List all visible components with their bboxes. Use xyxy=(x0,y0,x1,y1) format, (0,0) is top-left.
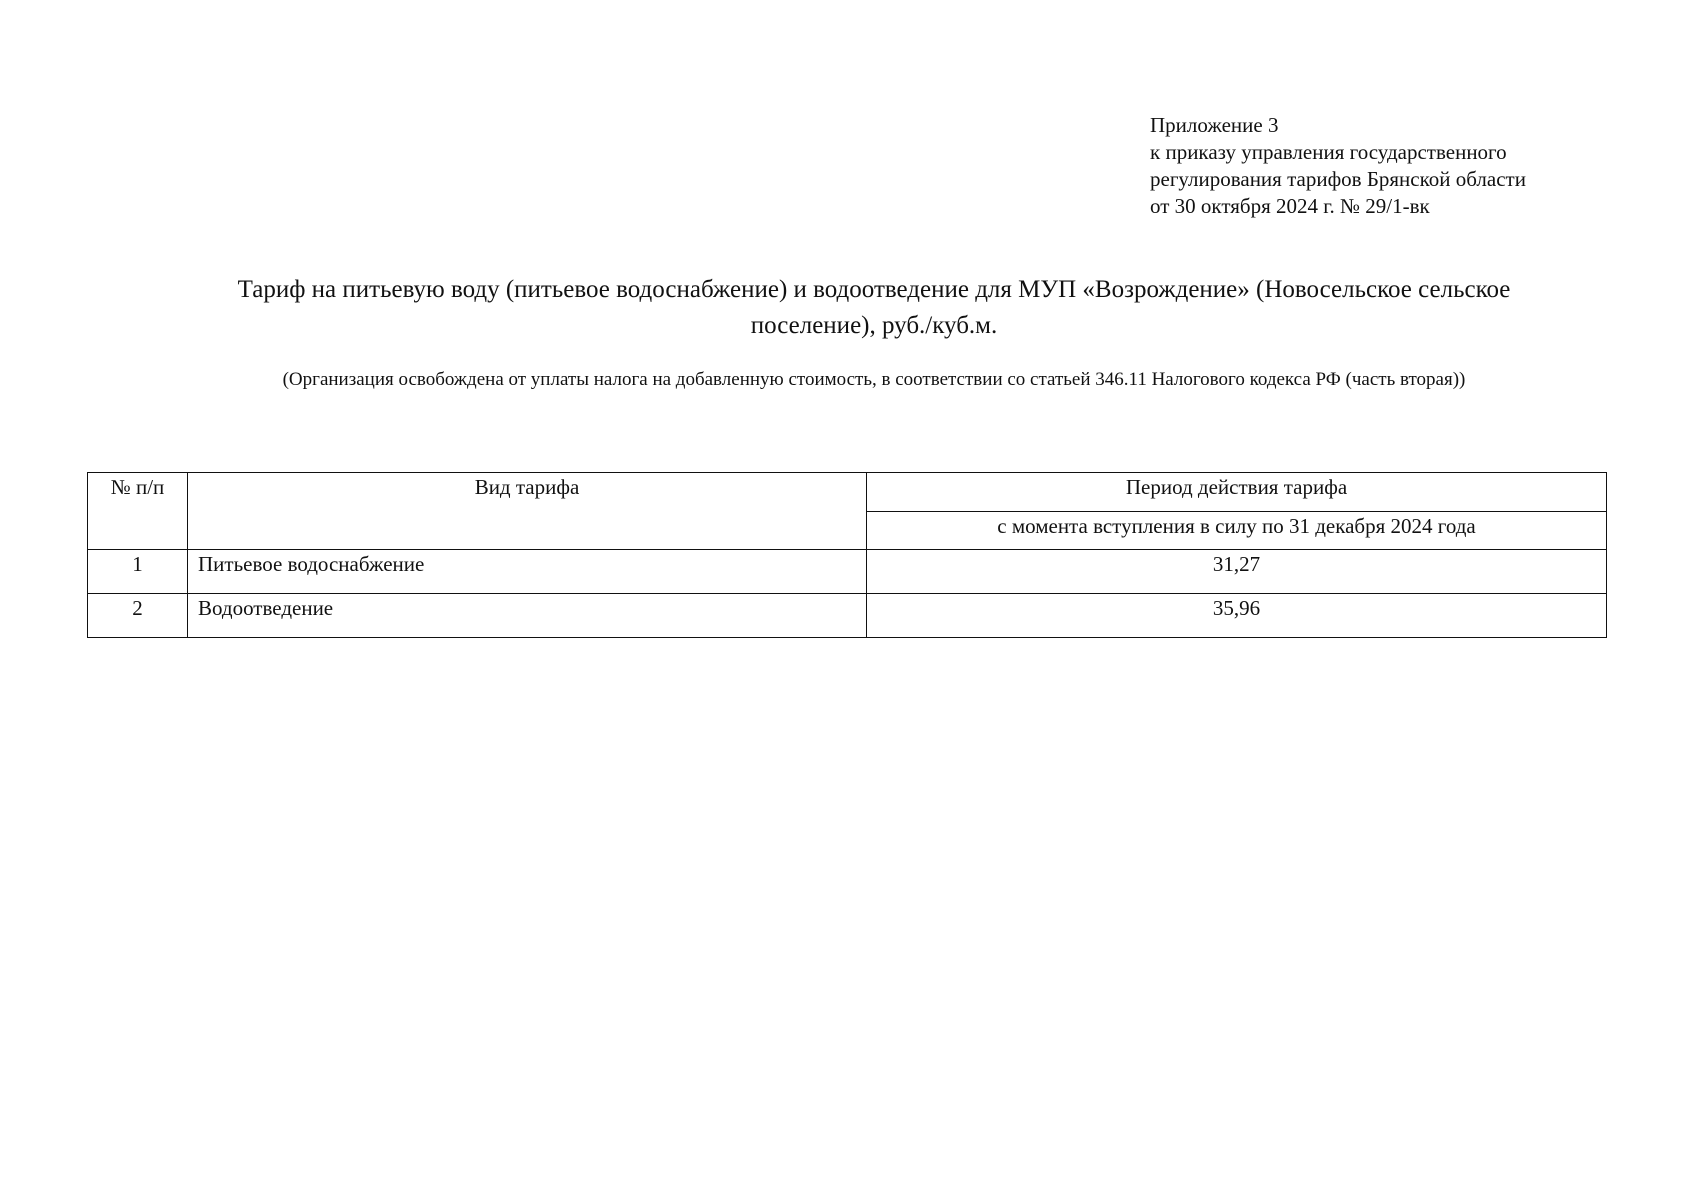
appendix-line: регулирования тарифов Брянской области xyxy=(1150,167,1526,191)
row-tariff-value: 31,27 xyxy=(867,550,1607,594)
appendix-line: Приложение 3 xyxy=(1150,113,1279,137)
table-row xyxy=(88,594,1607,638)
table-header-row xyxy=(88,473,1607,512)
table-row xyxy=(88,550,1607,594)
document-title xyxy=(150,272,1598,344)
appendix-header xyxy=(1150,112,1526,220)
row-tariff-type: Водоотведение xyxy=(188,594,867,638)
row-tariff-type: Питьевое водоснабжение xyxy=(188,550,867,594)
tariff-table xyxy=(87,472,1607,638)
title-line: Тариф на питьевую воду (питьевое водоснабжение) и водоотведение для МУП «Возрождение» (Новосельское сельское xyxy=(237,276,1511,303)
header-period: Период действия тарифа xyxy=(867,473,1607,512)
header-number: № п/п xyxy=(88,473,188,550)
appendix-line: от 30 октября 2024 г. № 29/1-вк xyxy=(1150,194,1430,218)
row-number: 1 xyxy=(88,550,188,594)
vat-note: (Организация освобождена от уплаты налога на добавленную стоимость, в соответствии со статьей 346.11 Налогового кодекса РФ (часть вторая)) xyxy=(282,369,1466,390)
row-tariff-value: 35,96 xyxy=(867,594,1607,638)
row-number: 2 xyxy=(88,594,188,638)
header-tariff-type: Вид тарифа xyxy=(188,473,867,550)
appendix-line: к приказу управления государственного xyxy=(1150,140,1507,164)
title-line: поселение), руб./куб.м. xyxy=(750,312,998,339)
header-period-range: с момента вступления в силу по 31 декабря 2024 года xyxy=(867,512,1607,550)
